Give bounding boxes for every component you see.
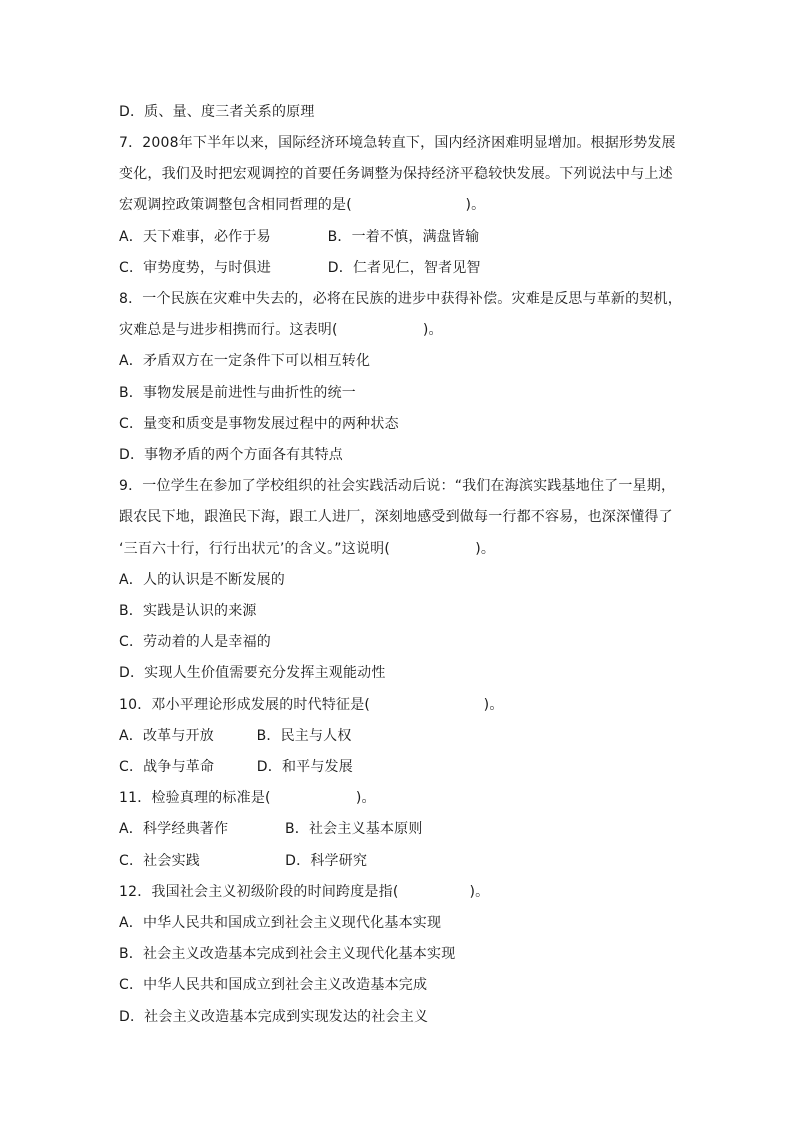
option-6-d: D．质、量、度三者关系的原理	[119, 104, 315, 120]
question-9-line-1: 9．一位学生在参加了学校组织的社会实践活动后说：“我们在海滨实践基地住了一星期，	[119, 478, 676, 494]
option-12-b: B．社会主义改造基本完成到社会主义现代化基本实现	[119, 946, 456, 962]
options-7-ab: A．天下难事，必作于易 B．一着不慎，满盘皆输	[119, 229, 480, 245]
option-9-b: B．实践是认识的来源	[119, 603, 257, 619]
options-10-ab: A．改革与开放 B．民主与人权	[119, 728, 352, 744]
option-8-b: B．事物发展是前进性与曲折性的统一	[119, 385, 357, 401]
options-11-ab: A．科学经典著作 B．社会主义基本原则	[119, 821, 423, 837]
question-8-line-1: 8．一个民族在灾难中失去的，必将在民族的进步中获得补偿。灾难是反思与革新的契机，	[119, 291, 682, 307]
option-8-d: D．事物矛盾的两个方面各有其特点	[119, 447, 343, 463]
question-11: 11．检验真理的标准是( )。	[119, 790, 376, 806]
question-7-line-2: 变化，我们及时把宏观调控的首要任务调整为保持经济平稳较快发展。下列说法中与上述	[119, 166, 673, 182]
question-7-line-1: 7．2008年下半年以来，国际经济环境急转直下，国内经济困难明显增加。根据形势发展	[119, 135, 676, 151]
question-8-line-2: 灾难总是与进步相携而行。这表明( )。	[119, 322, 443, 338]
option-12-c: C．中华人民共和国成立到社会主义改造基本完成	[119, 977, 428, 993]
question-7-line-3: 宏观调控政策调整包含相同哲理的是( )。	[119, 197, 486, 213]
option-12-d: D．社会主义改造基本完成到实现发达的社会主义	[119, 1009, 429, 1025]
options-11-cd: C．社会实践 D．科学研究	[119, 853, 368, 869]
option-9-d: D．实现人生价值需要充分发挥主观能动性	[119, 665, 386, 681]
option-9-c: C．劳动着的人是幸福的	[119, 634, 271, 650]
option-8-a: A．矛盾双方在一定条件下可以相互转化	[119, 353, 371, 369]
question-9-line-3: ‘三百六十行，行行出状元’的含义。”这说明( )。	[119, 541, 496, 557]
options-7-cd: C．审势度势，与时俱进 D．仁者见仁，智者见智	[119, 260, 481, 276]
option-8-c: C．量变和质变是事物发展过程中的两种状态	[119, 416, 399, 432]
option-12-a: A．中华人民共和国成立到社会主义现代化基本实现	[119, 915, 442, 931]
question-12: 12．我国社会主义初级阶段的时间跨度是指( )。	[119, 884, 490, 900]
option-9-a: A．人的认识是不断发展的	[119, 572, 285, 588]
question-9-line-2: 跟农民下地，跟渔民下海，跟工人进厂，深刻地感受到做每一行都不容易，也深深懂得了	[119, 509, 673, 525]
options-10-cd: C．战争与革命 D．和平与发展	[119, 759, 353, 775]
question-10: 10．邓小平理论形成发展的时代特征是( )。	[119, 697, 504, 713]
